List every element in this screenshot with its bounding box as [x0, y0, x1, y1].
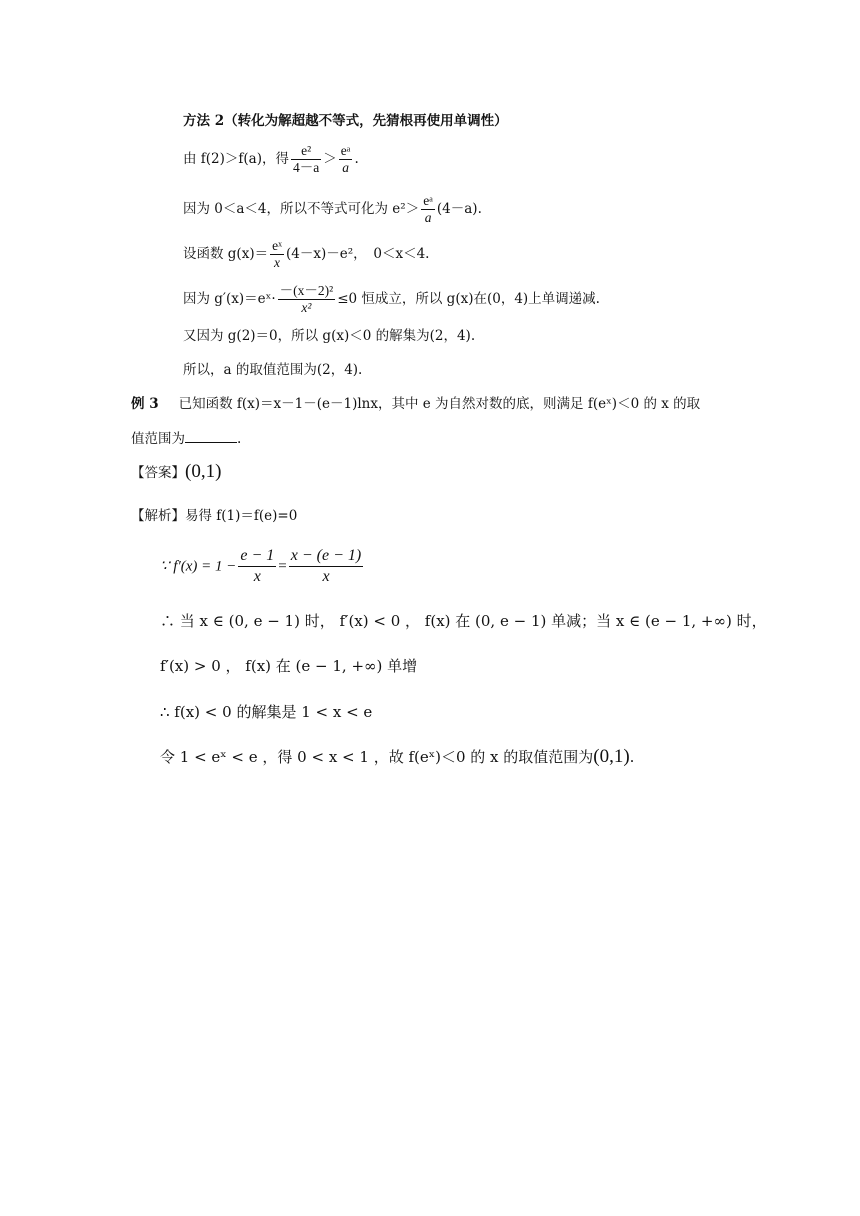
method2-line2-tail: (4－a). [436, 201, 482, 217]
analysis-line2: ∴ 当 x ∈ (0, e − 1) 时， f′(x) < 0 ， f(x) 在 (0, e − 1) 单减；当 x ∈ (e − 1, +∞) 时， [160, 612, 767, 630]
fraction-denominator: 4－a [293, 160, 320, 175]
example3-line1 [131, 395, 700, 413]
period: . [237, 431, 242, 447]
example3-label: 例 3 [131, 396, 159, 412]
fraction-denominator: x [322, 568, 330, 585]
fraction-numerator: eᵃ [423, 193, 433, 208]
analysis-line4: ∴ f(x) < 0 的解集是 1 < x < e [160, 703, 373, 721]
method2-line2-text: 因为 0＜a＜4，所以不等式可化为 e²＞ [183, 201, 420, 217]
equals-sign: = [278, 558, 287, 575]
method2-line1-prefix: 由 f(2)＞f(a)，得 [183, 151, 289, 167]
fraction-numerator: e² [291, 143, 321, 160]
fraction-numerator: eˣ [272, 238, 282, 253]
example3-text1: 已知函数 f(x)＝x－1－(e－1)lnx，其中 e 为自然对数的底，则满足 f(eˣ)＜0 的 x 的取 [178, 396, 701, 412]
fraction-e-1-over-x [238, 546, 276, 587]
fraction-denominator: x [274, 255, 281, 270]
fraction-ex-over-x [270, 238, 284, 271]
fraction-numerator: x − (e − 1) [289, 546, 363, 567]
method2-line2 [183, 193, 482, 226]
analysis-intro-line [131, 507, 297, 525]
fraction-denominator: a [424, 210, 432, 225]
fraction-ea-over-a [421, 193, 435, 226]
example3-text2: 值范围为 [131, 431, 185, 447]
period: . [629, 748, 635, 766]
example3-line2 [131, 428, 241, 448]
analysis-intro: 易得 f(1)＝f(e)=0 [185, 508, 298, 524]
answer-value: (0,1) [185, 461, 222, 482]
method2-line4-prefix: 因为 g′(x)＝eˣ· [183, 291, 276, 307]
answer-range: (0,1) [593, 746, 630, 767]
method2-line5: 又因为 g(2)＝0，所以 g(x)＜0 的解集为(2，4). [183, 328, 476, 344]
method2-line3 [183, 238, 429, 271]
analysis-line3: f′(x) > 0 ， f(x) 在 (e − 1, +∞) 单增 [160, 657, 418, 675]
fraction-derivative [278, 283, 336, 316]
method2-line3-prefix: 设函数 g(x)＝ [183, 246, 269, 262]
fraction-x-e-1-over-x [289, 546, 363, 587]
fraction-e2-over-4-a [291, 143, 321, 176]
method2-line6: 所以，a 的取值范围为(2，4). [183, 362, 363, 378]
method2-heading: 方法 2（转化为解超越不等式，先猜根再使用单调性） [183, 113, 508, 129]
fraction-denominator: x² [301, 300, 312, 315]
method2-line1 [183, 143, 359, 176]
answer-line [131, 463, 221, 482]
answer-blank [185, 428, 237, 443]
fraction-numerator: －(x－2)² [279, 283, 334, 298]
analysis-label: 【解析】 [131, 508, 185, 524]
fraction-numerator: e − 1 [238, 546, 276, 567]
analysis-derivative-line [160, 546, 365, 587]
fraction-ea-over-a [339, 143, 353, 176]
derivative-prefix: ∵ f′(x) = 1 − [160, 558, 237, 575]
analysis-line5-text: 令 1 < eˣ < e ，得 0 < x < 1 ，故 f(eˣ)＜0 的 x 的取值范围为 [160, 748, 594, 766]
fraction-denominator: a [342, 160, 349, 175]
fraction-denominator: x [253, 568, 261, 585]
answer-label: 【答案】 [131, 465, 185, 481]
fraction-numerator: eᵃ [340, 143, 351, 158]
period: . [354, 151, 359, 167]
greater-than-sign: ＞ [323, 151, 337, 167]
method2-line4-tail: ≤0 恒成立，所以 g(x)在(0，4)上单调递减. [337, 291, 600, 307]
method2-line3-tail: (4－x)－e²， 0＜x＜4. [286, 246, 430, 262]
analysis-line5 [160, 748, 634, 766]
method2-line4 [183, 283, 600, 316]
